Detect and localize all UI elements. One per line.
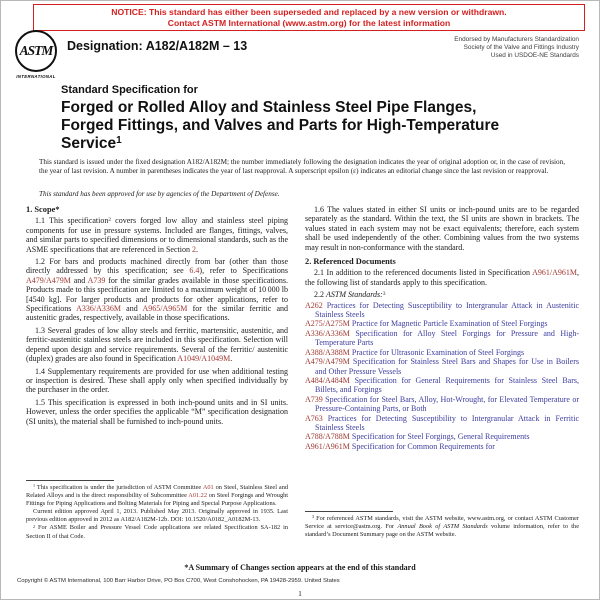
scope-heading: 1. Scope*: [26, 205, 60, 214]
endorsement-text: Endorsed by Manufacturers Standardization Society of the Valve and Fittings Industry Used in USDOE-NE Standards: [454, 36, 579, 59]
paragraph-1-1: 1.1 This specification$^2$ covers forged low alloy and stainless steel piping components for use in pressure systems. Included are flanges, fittings, valves, and similar parts to specified dimensions or to dimensional standards, such as the ASME specifications that are referenced in Section 2.: [26, 216, 289, 254]
notice-line-1: NOTICE: This standard has either been superseded and replaced by a new version or withdrawn.: [111, 7, 507, 17]
spec-link[interactable]: A763: [305, 413, 323, 423]
copyright-line: Copyright © ASTM International, 100 Barr Harbor Drive, PO Box C700, West Conshohocken, PA 19428-2959. United States: [17, 578, 340, 584]
spec-link[interactable]: A479/A479M: [305, 357, 350, 367]
reference-list-item: [305, 432, 579, 441]
spec-link[interactable]: A336/A336M: [305, 328, 350, 338]
spec-title-link[interactable]: Specification for Alloy Steel Forgings for Pressure and High-Temperature Parts: [315, 328, 580, 348]
paragraph-1-6: 1.6 The values stated in either SI units or inch-pound units are to be regarded separately as the standard. Within the text, the SI units are shown in brackets. The values stated in each system may not be exact equivalents; therefore, each system shall be used independently of the other. Combining values from the two systems may result in non-conformance with the standard.: [305, 205, 579, 252]
spec-link[interactable]: A484/A484M: [305, 375, 350, 385]
spec-link[interactable]: A739: [305, 394, 323, 404]
spec-title-link[interactable]: Specification for Stainless Steel Bars and Shapes for Use in Boilers and Other Pressure Vessels: [315, 357, 579, 376]
reference-list-item: [305, 329, 579, 348]
spec-link[interactable]: A961/A961M: [532, 268, 577, 278]
dod-approval-note: This standard has been approved for use by agencies of the Department of Defense.: [39, 190, 280, 198]
astm-logo-subtext: INTERNATIONAL: [16, 73, 56, 79]
spec-link[interactable]: A961/A961M: [305, 441, 350, 451]
spec-link[interactable]: A336/A336M: [76, 304, 121, 314]
spec-title-link[interactable]: Practices for Detecting Susceptibility to Intergranular Attack in Austenitic Stainless Steels: [315, 300, 579, 320]
reference-list-item: [305, 357, 579, 376]
paragraph-1-5: 1.5 This specification is expressed in both inch-pound units and in SI units. However, unless the order specifies the applicable “M” specification designation (SI units), the material shall be furnished to inch-pound units.: [26, 397, 288, 426]
spec-title-link[interactable]: Practice for Ultrasonic Examination of Steel Forgings: [351, 347, 525, 357]
spec-link[interactable]: A788/A788M: [305, 432, 350, 442]
designation-text: Designation: A182/A182M – 13: [67, 39, 248, 53]
notice-line-2: Contact ASTM International (www.astm.org) for the latest information: [167, 17, 451, 28]
spec-title-link[interactable]: Specification for General Requirements for Stainless Steel Bars, Billets, and Forgings: [315, 375, 580, 395]
paragraph-1-4: 1.4 Supplementary requirements are provided for use when additional testing or inspection is desired. These shall apply only when specified individually by the purchaser in the order.: [26, 366, 288, 395]
reference-list-item: [305, 301, 579, 320]
astm-logo-icon: ASTM: [15, 30, 57, 72]
footnotes-right: [305, 515, 579, 539]
footnote-separator-left: [26, 480, 114, 481]
reference-list: [305, 301, 579, 452]
paragraph-2-1: 2.1 In addition to the referenced documents listed in Specification A961/A961M, the following list of standards apply to this specification.: [305, 268, 579, 287]
document-title: [61, 84, 563, 153]
spec-link[interactable]: A262: [305, 300, 323, 310]
reference-list-item: [305, 395, 579, 414]
reference-list-item: [305, 442, 579, 451]
spec-link[interactable]: 2: [191, 244, 196, 254]
left-column: [26, 205, 288, 429]
title-line-1: Forged or Rolled Alloy and Stainless Steel Pipe Flanges,: [61, 99, 477, 116]
footnote-2: $^2$ For ASME Boiler and Pressure Vessel Code applications see related Specification SA-182 in Section II of that Code.: [26, 523, 288, 540]
reference-list-item: [305, 319, 579, 328]
issuance-paragraph: This standard is issued under the fixed designation A182/A182M; the number immediately following the designation indicates the year of original adoption or, in the case of revision, the year of last revision. A number in parentheses indicates the year of last reapproval. A superscript epsilon (ε) indicates an editorial change since the last revision or reapproval.: [39, 158, 565, 176]
spec-title-link[interactable]: Specification for Common Requirements for: [351, 441, 495, 451]
summary-of-changes-note: *A Summary of Changes section appears at the end of this standard: [184, 563, 416, 572]
reference-list-item: [305, 348, 579, 357]
title-line-3: Service$^1$: [61, 135, 122, 152]
reference-list-item: [305, 376, 579, 395]
spec-title-link[interactable]: Practices for Detecting Susceptibility to Intergranular Attack in Ferritic Stainless Steels: [315, 413, 579, 432]
spec-title-link[interactable]: Specification for Steel Forgings, General Requirements: [351, 432, 530, 442]
spec-link[interactable]: A275/A275M: [305, 319, 350, 329]
paragraph-1-3: 1.3 Several grades of low alloy steels and ferritic, martensitic, austenitic, and ferritic-austenitic stainless steels are included in this specification. Selection will depend upon design and service requirements. Several of the ferritic/ austenitic (duplex) grades are also found in Specification A1049/A1049M.: [26, 325, 288, 364]
spec-link[interactable]: 6.4: [189, 266, 200, 276]
spec-link[interactable]: A01: [202, 484, 214, 491]
spec-title-link[interactable]: Specification for Steel Bars, Alloy, Hot-Wrought, for Elevated Temperature or Pressure-Containing Parts, or Both: [315, 394, 580, 414]
refdocs-heading: 2. Referenced Documents: [305, 257, 396, 267]
spec-link[interactable]: A965/A965M: [142, 304, 188, 314]
superseded-notice-banner: [33, 4, 585, 31]
footnote-3: $^3$ For referenced ASTM standards, visit the ASTM website, www.astm.org, or contact ASTM Customer Service at service@astm.org. For Annual Book of ASTM Standards volume information, refer to the standard’s Document Summary page on the ASTM website.: [305, 514, 579, 539]
footnote-separator-right: [305, 511, 393, 512]
spec-link[interactable]: A388/A388M: [305, 347, 350, 357]
astm-logo: [12, 30, 60, 79]
spec-title-link[interactable]: Practice for Magnetic Particle Examination of Steel Forgings: [351, 319, 548, 329]
right-column: [305, 205, 579, 451]
reference-list-item: [305, 414, 579, 433]
spec-link[interactable]: A1049/A1049M: [177, 354, 231, 364]
footnote-1: $^1$ This specification is under the jurisdiction of ASTM Committee A01 on Steel, Stainless Steel and Related Alloys and is the direct responsibility of Subcommittee A01.22 on Steel Forgings and Wrought Fittings for Piping Applications and Bolting Materials for Piping and Special Purpose Applications.: [26, 483, 289, 508]
footnotes-left: [26, 484, 288, 541]
spec-link[interactable]: A479/A479M: [26, 275, 71, 285]
spec-link[interactable]: A739: [87, 275, 106, 285]
footnote-edition: Current edition approved April 1, 2013. Published May 2013. Originally approved in 1935. Last previous edition approved in 2012 as A182/A182M-12b. DOI: 10.1520/A0182_A0182M-13.: [26, 508, 288, 524]
spec-link[interactable]: A01.22: [188, 492, 207, 500]
page-number: 1: [298, 589, 302, 598]
title-line-2: Forged Fittings, and Valves and Parts for High-Temperature: [61, 117, 500, 134]
paragraph-2-2: 2.2 ASTM Standards:$^3$: [314, 290, 386, 300]
title-kicker: Standard Specification for: [61, 84, 198, 96]
paragraph-1-2: 1.2 For bars and products machined directly from bar (other than those directly addressed by this specification; see 6.4), refer to Specifications A479/A479M and A739 for the similar grades available in those specifications. Products made to this specification are limited to a maximum weight of 10 000 lb [4540 kg]. For larger products and products for other applications, refer to Specifications A336/A336M and A965/A965M for the similar ferritic and austenitic grades, respectively, available in those specifications.: [26, 257, 288, 323]
